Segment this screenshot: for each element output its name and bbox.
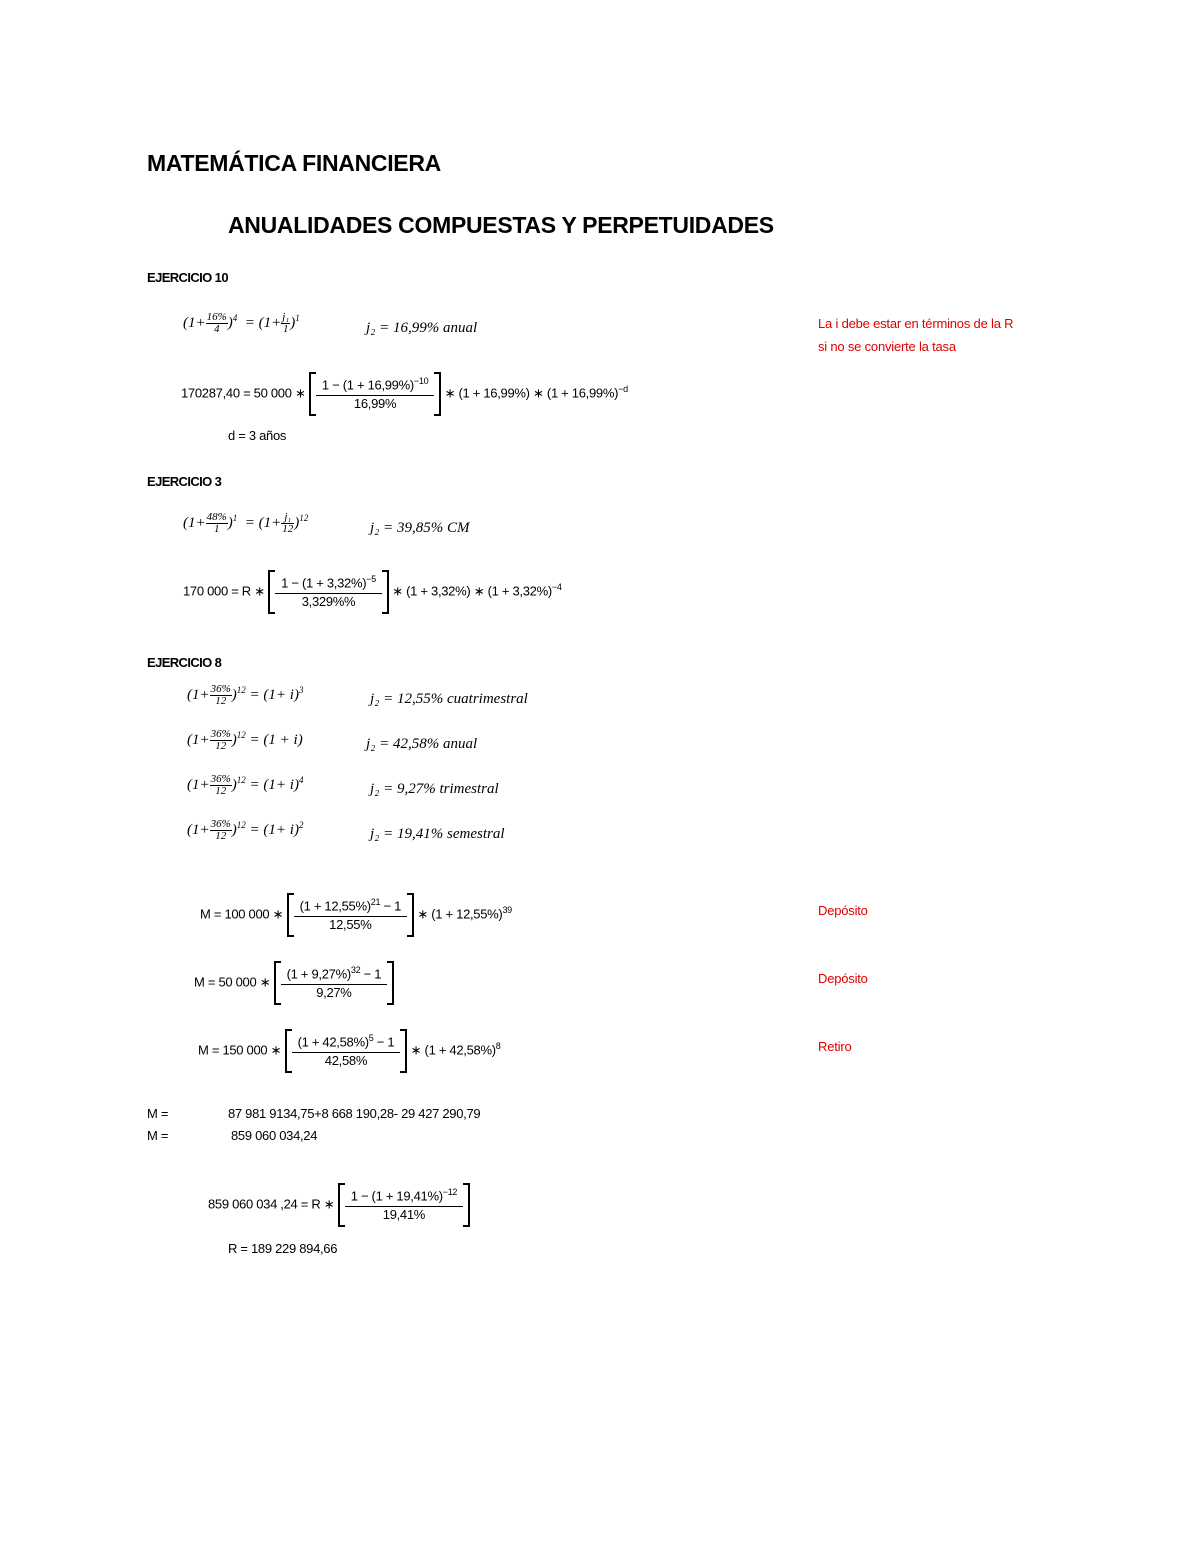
exercise-3-rate-result: j₂ = 39,85% CM <box>370 520 470 536</box>
exercise-8-rate-equation-1: (1+ $\frac{36\%}{12}$ )$^{12} = (1+ i)^3$ <box>187 683 304 707</box>
exercise-10-rate-result: j₂ = 16,99% anual <box>366 320 478 336</box>
sum-value-2: 859 060 034,24 <box>231 1128 318 1143</box>
exercise-8-label: EJERCICIO 8 <box>147 655 222 670</box>
exercise-10-annuity-equation: 170287,40 = 50 000 ∗ $\frac{1 - (1 + 16,99\%)^{-10}}{16,99\%}$ ∗ (1 + 16,99%) ∗ $(1 + 16,99\%)^{-d}$ <box>181 372 628 416</box>
exercise-8-rate-result-3: j₂ = 9,27% trimestral <box>370 781 499 797</box>
exercise-10-rate-equation: (1+ $\frac{16\%}{4}$ )$^4$ = (1+ $\frac{\text{j₁}}{1}$ )$^1$ <box>183 311 300 335</box>
exercise-8-note-withdrawal: Retiro <box>818 1039 852 1054</box>
exercise-10-note-line2: si no se convierte la tasa <box>818 339 956 354</box>
exercise-3-annuity-equation: 170 000 = R ∗ $\frac{1 - (1 + 3,32\%)^{-5}}{3,329\%\%}$ ∗ (1 + 3,32%) ∗ $(1 + 3,32\%)^{-4}$ <box>183 570 562 614</box>
exercise-8-note-deposit-2: Depósito <box>818 971 868 986</box>
final-annuity-equation: 859 060 034 ,24 = R ∗ $\frac{1 - (1 + 19,41\%)^{-12}}{19,41\%}$ <box>208 1183 470 1227</box>
page-subtitle: ANUALIDADES COMPUESTAS Y PERPETUIDADES <box>228 212 774 238</box>
exercise-8-rate-result-4: j₂ = 19,41% semestral <box>370 826 505 842</box>
exercise-8-rate-equation-3: (1+ $\frac{36\%}{12}$ )$^{12} = (1+ i)^4$ <box>187 773 304 797</box>
sum-label-2: M = <box>147 1128 169 1143</box>
exercise-8-rate-equation-4: (1+ $\frac{36\%}{12}$ )$^{12} = (1+ i)^2$ <box>187 818 304 842</box>
exercise-8-rate-result-2: j₂ = 42,58% anual <box>366 736 478 752</box>
exercise-8-amount-equation-1: M = 100 000 ∗ $\frac{(1 + 12,55\%)^{21} - 1}{12,55\%}$ ∗ $(1 + 12,55\%)^{39}$ <box>200 893 512 937</box>
exercise-8-rate-result-1: j₂ = 12,55% cuatrimestral <box>370 691 528 707</box>
final-result: R = 189 229 894,66 <box>228 1241 338 1256</box>
sum-value-1: 87 981 9134,75+8 668 190,28- 29 427 290,79 <box>228 1106 481 1121</box>
exercise-10-result: d = 3 años <box>228 428 287 443</box>
exercise-8-amount-equation-3: M = 150 000 ∗ $\frac{(1 + 42,58\%)^5 - 1}{42,58\%}$ ∗ $(1 + 42,58\%)^8$ <box>198 1029 500 1073</box>
sum-label-1: M = <box>147 1106 169 1121</box>
exercise-3-rate-equation: (1+ $\frac{48\%}{1}$ )$^1$ = (1+ $\frac{\text{j₁}}{12}$ )$^{12}$ <box>183 511 309 535</box>
exercise-3-label: EJERCICIO 3 <box>147 474 222 489</box>
exercise-10-note-line1: La i debe estar en términos de la R <box>818 316 1014 331</box>
exercise-10-label: EJERCICIO 10 <box>147 270 228 285</box>
page-title: MATEMÁTICA FINANCIERA <box>147 150 441 176</box>
exercise-8-amount-equation-2: M = 50 000 ∗ $\frac{(1 + 9,27\%)^{32} - 1}{9,27\%}$ <box>194 961 394 1005</box>
exercise-8-note-deposit-1: Depósito <box>818 903 868 918</box>
exercise-8-rate-equation-2: (1+ $\frac{36\%}{12}$ )$^{12}$ = (1 + i) <box>187 728 303 752</box>
